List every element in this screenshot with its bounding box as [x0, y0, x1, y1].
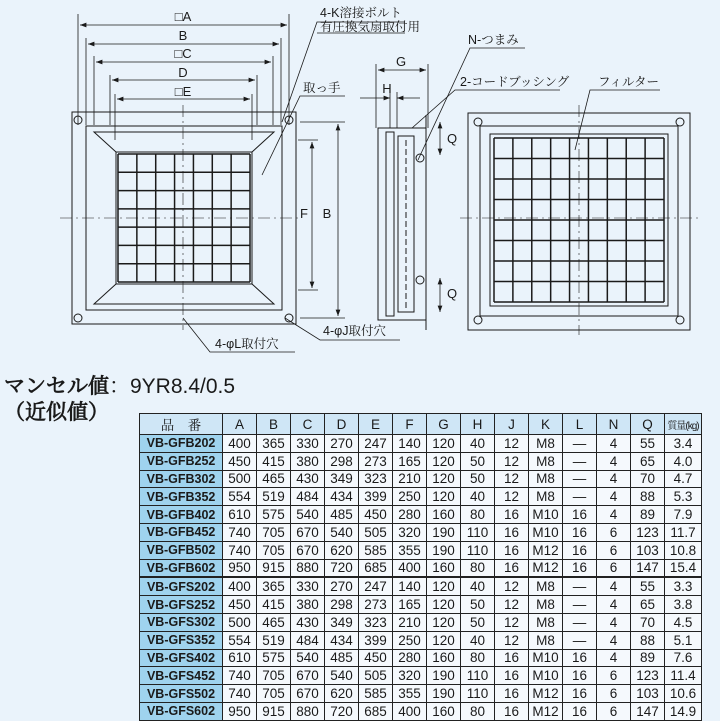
model-cell: VB-GFB402 [140, 506, 223, 524]
value-cell: M10 [529, 506, 563, 524]
svg-text:□A: □A [174, 9, 192, 24]
value-cell: 620 [325, 685, 359, 703]
value-cell: 160 [427, 649, 461, 667]
value-cell: M12 [529, 702, 563, 720]
value-cell: 14.9 [665, 702, 702, 720]
column-header: N [597, 414, 631, 435]
value-cell: 120 [427, 613, 461, 631]
value-cell: 400 [223, 577, 257, 595]
value-cell: 3.4 [665, 435, 702, 453]
svg-text:有圧換気扇取付用: 有圧換気扇取付用 [320, 20, 421, 34]
value-cell: 160 [427, 506, 461, 524]
value-cell: 120 [427, 470, 461, 488]
value-cell: 705 [257, 523, 291, 541]
munsell-note: （近似値） [4, 401, 109, 424]
value-cell: 89 [631, 649, 665, 667]
column-header: B [257, 414, 291, 435]
table-row [140, 685, 702, 703]
value-cell: 160 [427, 702, 461, 720]
table-row [140, 702, 702, 720]
value-cell: 399 [359, 488, 393, 506]
value-cell: 15.4 [665, 559, 702, 577]
value-cell: 720 [325, 702, 359, 720]
value-cell: 120 [427, 452, 461, 470]
value-cell: 80 [461, 702, 495, 720]
value-cell: 485 [325, 506, 359, 524]
value-cell: 484 [291, 488, 325, 506]
value-cell: M8 [529, 613, 563, 631]
value-cell: 16 [495, 685, 529, 703]
model-cell: VB-GFS502 [140, 685, 223, 703]
value-cell: — [563, 577, 597, 595]
value-cell: 430 [291, 613, 325, 631]
value-cell: 88 [631, 488, 665, 506]
value-cell: M8 [529, 452, 563, 470]
value-cell: 50 [461, 452, 495, 470]
value-cell: 320 [393, 667, 427, 685]
value-cell: 355 [393, 685, 427, 703]
value-cell: M8 [529, 631, 563, 649]
svg-text:D: D [178, 65, 188, 80]
model-cell: VB-GFB602 [140, 559, 223, 577]
value-cell: 4 [597, 452, 631, 470]
value-cell: M10 [529, 649, 563, 667]
value-cell: 670 [291, 685, 325, 703]
value-cell: 554 [223, 488, 257, 506]
munsell-code: ：9YR8.4/0.5 [109, 375, 236, 398]
value-cell: 575 [257, 649, 291, 667]
value-cell: 70 [631, 470, 665, 488]
value-cell: 16 [563, 506, 597, 524]
value-cell: 55 [631, 577, 665, 595]
value-cell: 16 [495, 667, 529, 685]
value-cell: 16 [563, 523, 597, 541]
value-cell: 705 [257, 541, 291, 559]
model-cell: VB-GFB352 [140, 488, 223, 506]
value-cell: 4.5 [665, 613, 702, 631]
svg-text:□C: □C [174, 46, 192, 61]
value-cell: 123 [631, 667, 665, 685]
value-cell: 120 [427, 435, 461, 453]
munsell-label: マンセル値 [4, 375, 109, 398]
value-cell: 280 [393, 649, 427, 667]
table-row [140, 631, 702, 649]
value-cell: 190 [427, 685, 461, 703]
value-cell: 16 [563, 649, 597, 667]
value-cell: M12 [529, 541, 563, 559]
value-cell: 120 [427, 596, 461, 614]
value-cell: 6 [597, 667, 631, 685]
value-cell: 4 [597, 577, 631, 595]
value-cell: 4 [597, 470, 631, 488]
model-cell: VB-GFS602 [140, 702, 223, 720]
column-header: C [291, 414, 325, 435]
value-cell: 50 [461, 613, 495, 631]
svg-text:F: F [300, 206, 308, 221]
svg-text:4-φJ取付穴: 4-φJ取付穴 [323, 324, 386, 338]
value-cell: 16 [495, 559, 529, 577]
value-cell: 12 [495, 470, 529, 488]
value-cell: 670 [291, 667, 325, 685]
svg-text:H: H [382, 81, 392, 96]
value-cell: 147 [631, 702, 665, 720]
model-cell: VB-GFS202 [140, 577, 223, 595]
value-cell: 16 [495, 649, 529, 667]
value-cell: 40 [461, 631, 495, 649]
value-cell: 505 [359, 523, 393, 541]
column-header: Q [631, 414, 665, 435]
value-cell: 3.8 [665, 596, 702, 614]
value-cell: 12 [495, 435, 529, 453]
table-row [140, 613, 702, 631]
value-cell: M10 [529, 523, 563, 541]
value-cell: 7.9 [665, 506, 702, 524]
column-header: H [461, 414, 495, 435]
value-cell: 740 [223, 667, 257, 685]
value-cell: 7.6 [665, 649, 702, 667]
svg-text:4-φL取付穴: 4-φL取付穴 [215, 337, 279, 351]
value-cell: 434 [325, 631, 359, 649]
value-cell: 4 [597, 649, 631, 667]
column-header: G [427, 414, 461, 435]
value-cell: 280 [393, 506, 427, 524]
value-cell: M12 [529, 559, 563, 577]
value-cell: 16 [495, 702, 529, 720]
value-cell: 540 [325, 523, 359, 541]
value-cell: 610 [223, 506, 257, 524]
value-cell: 65 [631, 452, 665, 470]
table-row [140, 506, 702, 524]
value-cell: 5.3 [665, 488, 702, 506]
value-cell: 16 [563, 541, 597, 559]
model-cell: VB-GFS252 [140, 596, 223, 614]
table-row [140, 523, 702, 541]
value-cell: 273 [359, 596, 393, 614]
value-cell: 519 [257, 631, 291, 649]
value-cell: — [563, 631, 597, 649]
value-cell: 270 [325, 435, 359, 453]
model-cell: VB-GFB202 [140, 435, 223, 453]
value-cell: 55 [631, 435, 665, 453]
value-cell: 323 [359, 470, 393, 488]
value-cell: 250 [393, 488, 427, 506]
value-cell: 147 [631, 559, 665, 577]
value-cell: 190 [427, 667, 461, 685]
value-cell: 16 [495, 506, 529, 524]
value-cell: 110 [461, 523, 495, 541]
value-cell: 165 [393, 596, 427, 614]
value-cell: 670 [291, 541, 325, 559]
column-header: F [393, 414, 427, 435]
table-row [140, 667, 702, 685]
value-cell: 190 [427, 523, 461, 541]
value-cell: 50 [461, 470, 495, 488]
value-cell: 120 [427, 577, 461, 595]
column-header: A [223, 414, 257, 435]
value-cell: 210 [393, 470, 427, 488]
value-cell: 355 [393, 541, 427, 559]
value-cell: 16 [563, 702, 597, 720]
value-cell: 519 [257, 488, 291, 506]
svg-text:B: B [322, 206, 332, 221]
value-cell: 330 [291, 577, 325, 595]
value-cell: 4 [597, 488, 631, 506]
value-cell: 585 [359, 685, 393, 703]
value-cell: 349 [325, 613, 359, 631]
value-cell: 365 [257, 435, 291, 453]
value-cell: 10.6 [665, 685, 702, 703]
value-cell: 450 [359, 649, 393, 667]
value-cell: M12 [529, 685, 563, 703]
value-cell: 88 [631, 631, 665, 649]
front-view [60, 105, 300, 330]
value-cell: 450 [359, 506, 393, 524]
table-row [140, 559, 702, 577]
value-cell: 140 [393, 577, 427, 595]
value-cell: 16 [495, 541, 529, 559]
value-cell: 740 [223, 523, 257, 541]
value-cell: 80 [461, 559, 495, 577]
model-cell: VB-GFS352 [140, 631, 223, 649]
side-view [378, 115, 426, 330]
value-cell: 330 [291, 435, 325, 453]
value-cell: 110 [461, 541, 495, 559]
value-cell: 434 [325, 488, 359, 506]
value-cell: 3.3 [665, 577, 702, 595]
value-cell: M8 [529, 435, 563, 453]
value-cell: 80 [461, 506, 495, 524]
value-cell: 298 [325, 452, 359, 470]
value-cell: 540 [291, 506, 325, 524]
table-row [140, 596, 702, 614]
table-row [140, 452, 702, 470]
column-header: L [563, 414, 597, 435]
table-row [140, 577, 702, 595]
value-cell: 4 [597, 631, 631, 649]
dimension-labels [174, 9, 457, 301]
value-cell: 484 [291, 631, 325, 649]
value-cell: 465 [257, 613, 291, 631]
value-cell: 70 [631, 613, 665, 631]
column-header: K [529, 414, 563, 435]
value-cell: 16 [563, 685, 597, 703]
value-cell: 505 [359, 667, 393, 685]
value-cell: 450 [223, 596, 257, 614]
value-cell: 380 [291, 596, 325, 614]
value-cell: 380 [291, 452, 325, 470]
value-cell: 6 [597, 559, 631, 577]
value-cell: 485 [325, 649, 359, 667]
value-cell: — [563, 613, 597, 631]
table-row [140, 488, 702, 506]
value-cell: 400 [223, 435, 257, 453]
value-cell: 4 [597, 613, 631, 631]
table-row [140, 541, 702, 559]
value-cell: 399 [359, 631, 393, 649]
value-cell: 165 [393, 452, 427, 470]
value-cell: — [563, 435, 597, 453]
value-cell: 40 [461, 435, 495, 453]
svg-text:Q: Q [446, 286, 458, 301]
value-cell: 585 [359, 541, 393, 559]
value-cell: 365 [257, 577, 291, 595]
value-cell: 880 [291, 702, 325, 720]
value-cell: 250 [393, 631, 427, 649]
value-cell: 500 [223, 470, 257, 488]
svg-text:Q: Q [446, 131, 458, 146]
value-cell: 540 [325, 667, 359, 685]
value-cell: 4 [597, 596, 631, 614]
svg-text:取っ手: 取っ手 [303, 81, 341, 95]
value-cell: 554 [223, 631, 257, 649]
value-cell: 270 [325, 577, 359, 595]
value-cell: 16 [563, 667, 597, 685]
value-cell: 10.8 [665, 541, 702, 559]
value-cell: 140 [393, 435, 427, 453]
value-cell: 120 [427, 631, 461, 649]
value-cell: 4 [597, 506, 631, 524]
value-cell: M8 [529, 470, 563, 488]
value-cell: M8 [529, 577, 563, 595]
value-cell: 4.0 [665, 452, 702, 470]
value-cell: 16 [563, 559, 597, 577]
value-cell: 160 [427, 559, 461, 577]
value-cell: 465 [257, 470, 291, 488]
value-cell: 12 [495, 577, 529, 595]
svg-text:4-K溶接ボルト: 4-K溶接ボルト [320, 6, 402, 20]
value-cell: 670 [291, 523, 325, 541]
value-cell: 123 [631, 523, 665, 541]
value-cell: 103 [631, 541, 665, 559]
value-cell: 950 [223, 559, 257, 577]
value-cell: 705 [257, 685, 291, 703]
model-cell: VB-GFB452 [140, 523, 223, 541]
value-cell: 4 [597, 435, 631, 453]
value-cell: 540 [291, 649, 325, 667]
value-cell: 705 [257, 667, 291, 685]
value-cell: 298 [325, 596, 359, 614]
model-cell: VB-GFS452 [140, 667, 223, 685]
value-cell: 323 [359, 613, 393, 631]
svg-text:N-つまみ: N-つまみ [468, 33, 519, 47]
table-row [140, 435, 702, 453]
value-cell: 80 [461, 649, 495, 667]
svg-text:フィルター: フィルター [598, 75, 660, 89]
column-header: J [495, 414, 529, 435]
column-header: D [325, 414, 359, 435]
value-cell: M8 [529, 596, 563, 614]
value-cell: 415 [257, 452, 291, 470]
svg-text:G: G [395, 54, 407, 69]
value-cell: 685 [359, 559, 393, 577]
table-row [140, 470, 702, 488]
value-cell: 11.4 [665, 667, 702, 685]
value-cell: 210 [393, 613, 427, 631]
rear-view [460, 105, 700, 335]
value-cell: 4.7 [665, 470, 702, 488]
value-cell: 12 [495, 596, 529, 614]
column-header: 品 番 [140, 414, 223, 435]
value-cell: 6 [597, 685, 631, 703]
svg-text:B: B [178, 28, 188, 43]
value-cell: 110 [461, 685, 495, 703]
svg-text:□E: □E [174, 84, 192, 99]
value-cell: 349 [325, 470, 359, 488]
value-cell: 915 [257, 559, 291, 577]
value-cell: 103 [631, 685, 665, 703]
table-header [140, 414, 702, 435]
value-cell: 12 [495, 488, 529, 506]
value-cell: — [563, 470, 597, 488]
value-cell: — [563, 596, 597, 614]
value-cell: 247 [359, 435, 393, 453]
value-cell: 16 [495, 523, 529, 541]
value-cell: — [563, 452, 597, 470]
value-cell: 247 [359, 577, 393, 595]
model-cell: VB-GFS302 [140, 613, 223, 631]
value-cell: 740 [223, 685, 257, 703]
value-cell: 400 [393, 559, 427, 577]
value-cell: 430 [291, 470, 325, 488]
value-cell: 5.1 [665, 631, 702, 649]
value-cell: 110 [461, 667, 495, 685]
model-cell: VB-GFS402 [140, 649, 223, 667]
value-cell: 620 [325, 541, 359, 559]
value-cell: 950 [223, 702, 257, 720]
value-cell: 12 [495, 631, 529, 649]
value-cell: 6 [597, 541, 631, 559]
table-row [140, 649, 702, 667]
value-cell: 12 [495, 452, 529, 470]
value-cell: 740 [223, 541, 257, 559]
spec-table [139, 413, 702, 721]
value-cell: M10 [529, 667, 563, 685]
value-cell: 190 [427, 541, 461, 559]
value-cell: 575 [257, 506, 291, 524]
value-cell: 120 [427, 488, 461, 506]
value-cell: 40 [461, 488, 495, 506]
column-header: 質量(kg) [665, 414, 702, 435]
value-cell: 12 [495, 613, 529, 631]
value-cell: 685 [359, 702, 393, 720]
value-cell: 610 [223, 649, 257, 667]
svg-text:2-コードブッシング: 2-コードブッシング [460, 75, 570, 89]
value-cell: 320 [393, 523, 427, 541]
value-cell: 40 [461, 577, 495, 595]
value-cell: 50 [461, 596, 495, 614]
value-cell: 400 [393, 702, 427, 720]
value-cell: 450 [223, 452, 257, 470]
value-cell: 65 [631, 596, 665, 614]
value-cell: 915 [257, 702, 291, 720]
value-cell: 273 [359, 452, 393, 470]
value-cell: 11.7 [665, 523, 702, 541]
value-cell: 720 [325, 559, 359, 577]
model-cell: VB-GFB252 [140, 452, 223, 470]
value-cell: — [563, 488, 597, 506]
value-cell: 415 [257, 596, 291, 614]
value-cell: 89 [631, 506, 665, 524]
model-cell: VB-GFB302 [140, 470, 223, 488]
value-cell: 6 [597, 702, 631, 720]
model-cell: VB-GFB502 [140, 541, 223, 559]
value-cell: 500 [223, 613, 257, 631]
column-header: E [359, 414, 393, 435]
value-cell: 880 [291, 559, 325, 577]
value-cell: M8 [529, 488, 563, 506]
value-cell: 6 [597, 523, 631, 541]
